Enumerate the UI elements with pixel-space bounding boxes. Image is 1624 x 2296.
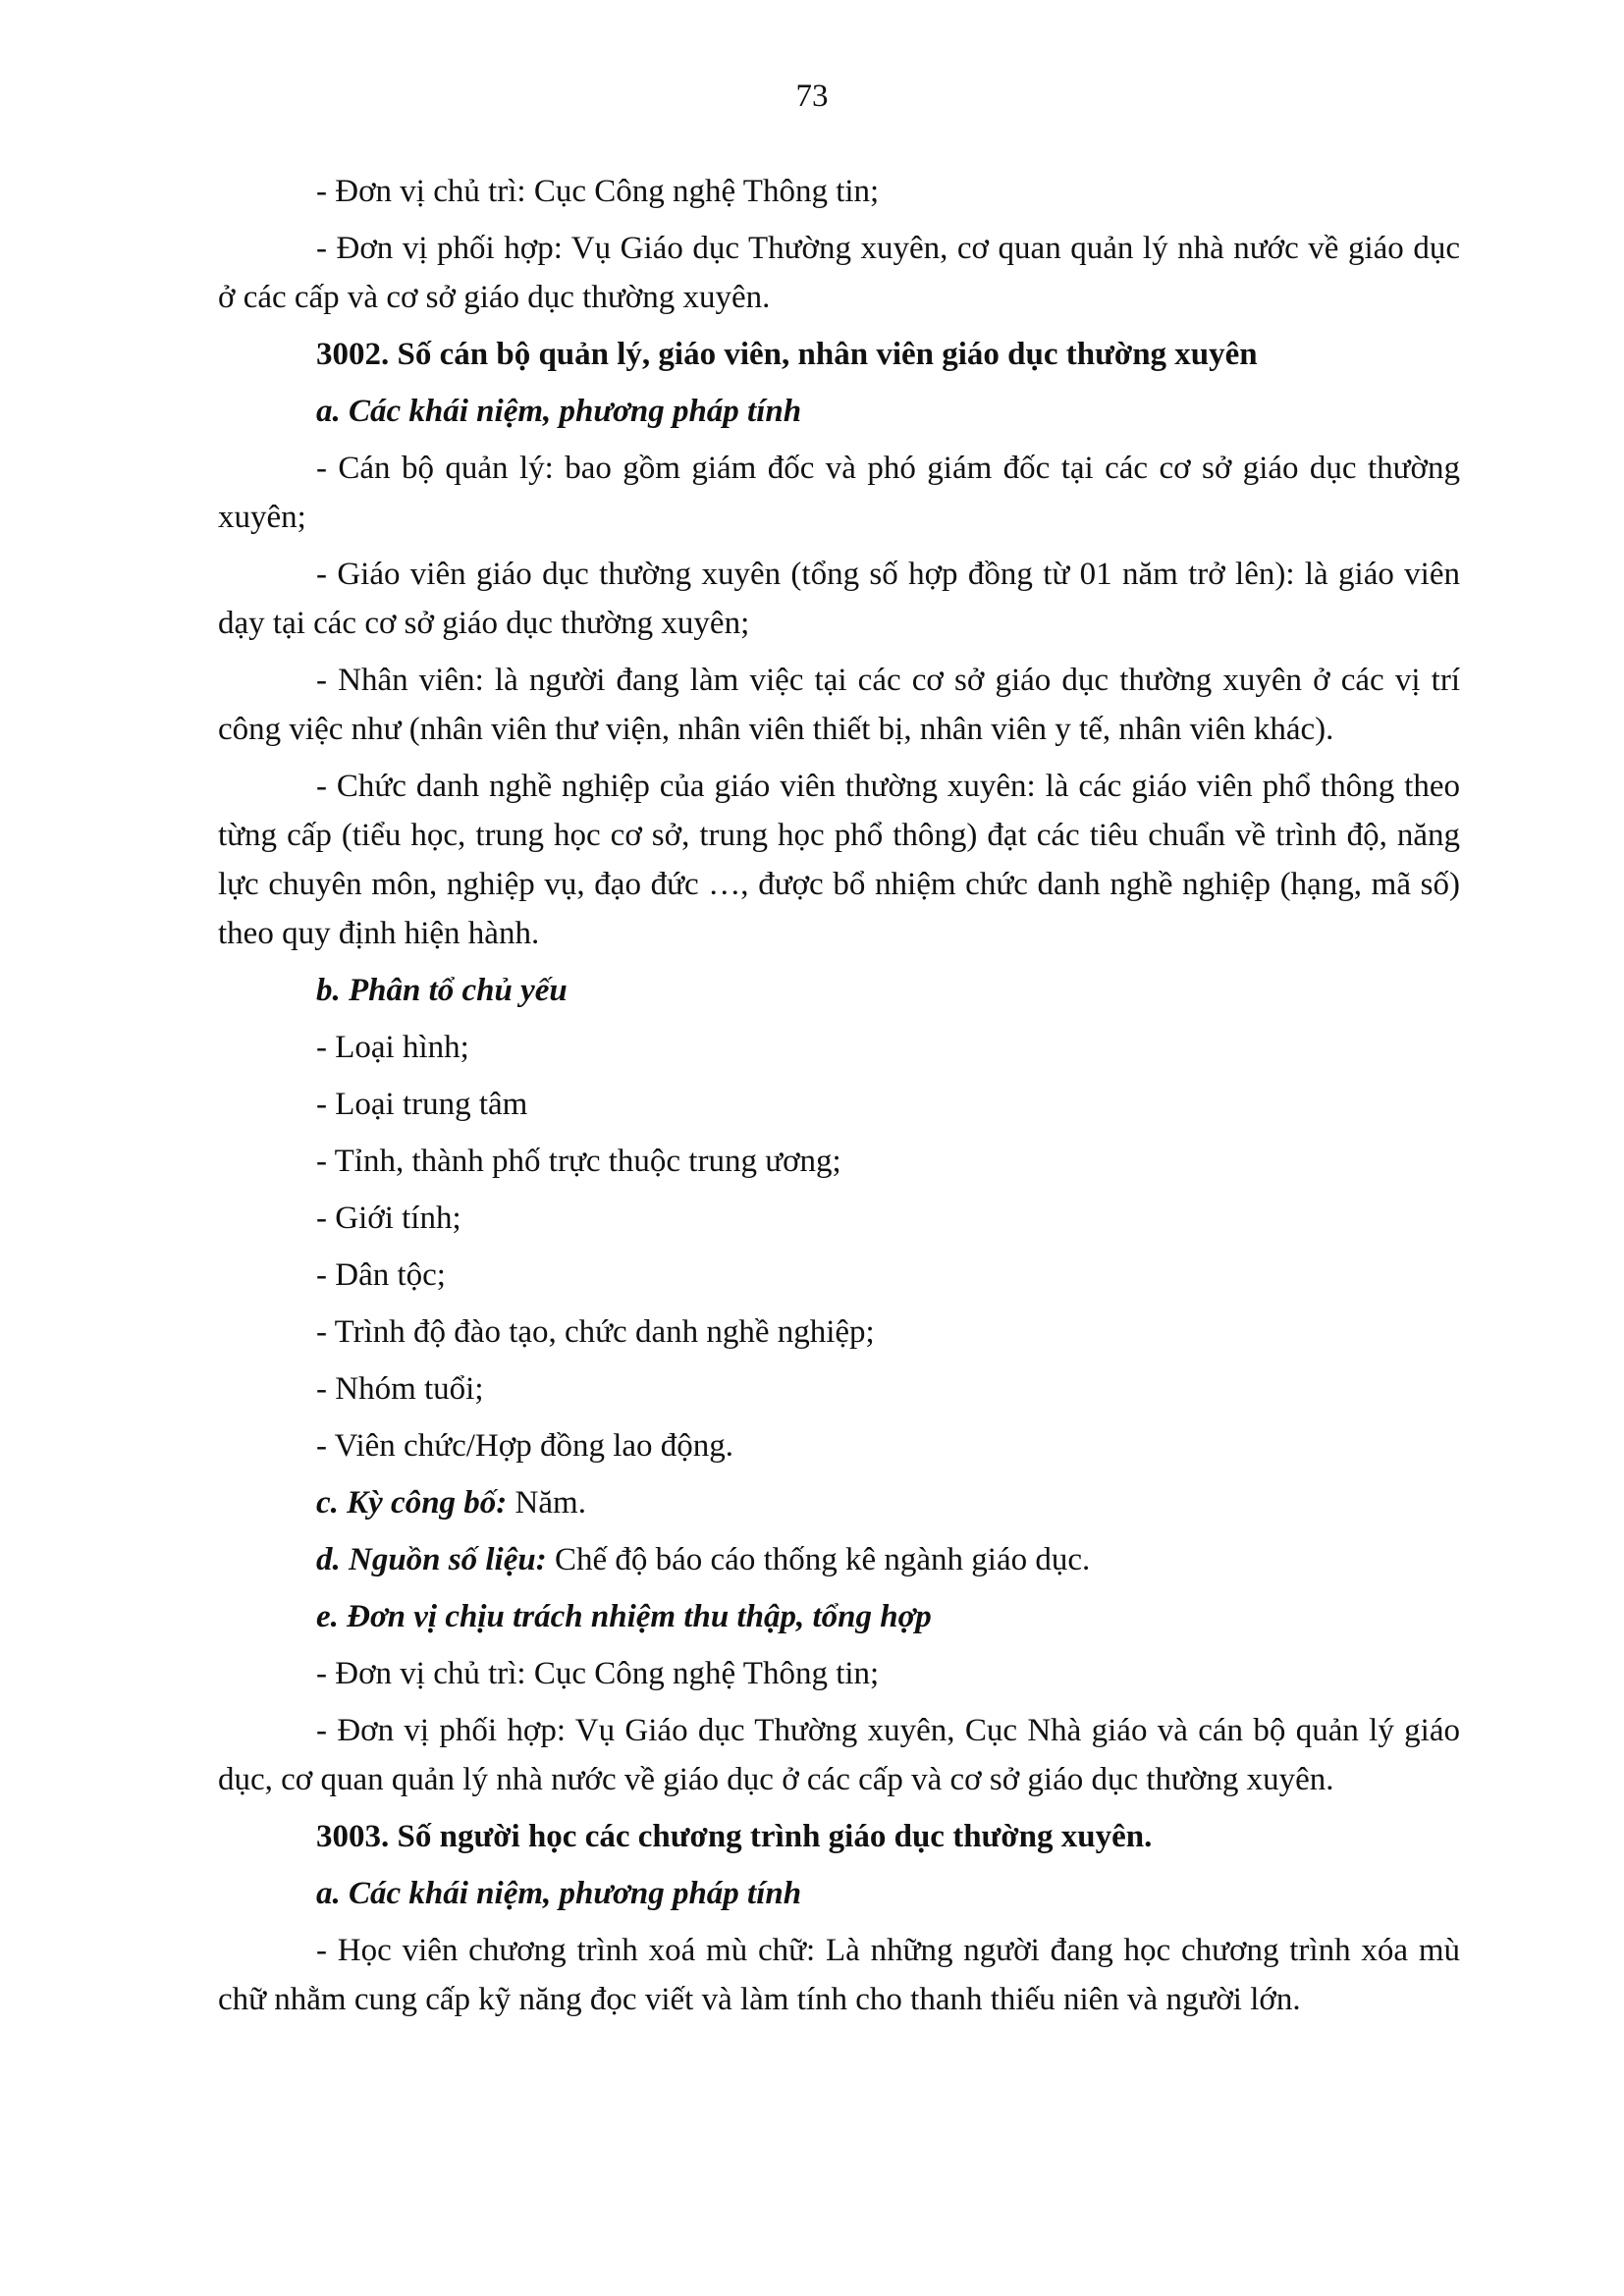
subsection-heading: e. Đơn vị chịu trách nhiệm thu thập, tổng hợp — [316, 1599, 932, 1634]
list-item: - Trình độ đào tạo, chức danh nghề nghiệp; — [316, 1314, 875, 1350]
release-period-value: Năm. — [507, 1485, 586, 1521]
list-item: - Nhóm tuổi; — [316, 1371, 484, 1407]
page-number: 73 — [795, 79, 829, 114]
paragraph: - Đơn vị chủ trì: Cục Công nghệ Thông tin; — [316, 174, 880, 209]
document-body — [218, 167, 1460, 2032]
data-source-value: Chế độ báo cáo thống kê ngành giáo dục. — [546, 1542, 1091, 1577]
subsection-heading: a. Các khái niệm, phương pháp tính — [316, 394, 802, 429]
paragraph: - Giáo viên giáo dục thường xuyên (tổng số hợp đồng từ 01 năm trở lên): là giáo viên dạy tại các cơ sở giáo dục thường xuyên; — [218, 557, 1460, 641]
release-period-label: c. Kỳ công bố: — [316, 1485, 508, 1521]
paragraph: - Đơn vị phối hợp: Vụ Giáo dục Thường xuyên, cơ quan quản lý nhà nước về giáo dục ở các cấp và cơ sở giáo dục thường xuyên. — [218, 231, 1460, 315]
data-source-label: d. Nguồn số liệu: — [316, 1542, 547, 1577]
section-heading: 3002. Số cán bộ quản lý, giáo viên, nhân viên giáo dục thường xuyên — [316, 337, 1258, 372]
release-period-line — [218, 1478, 1460, 1527]
list-item: - Loại hình; — [316, 1030, 469, 1065]
paragraph: - Nhân viên: là người đang làm việc tại các cơ sở giáo dục thường xuyên ở các vị trí công việc như (nhân viên thư viện, nhân viên thiết bị, nhân viên y tế, nhân viên khác). — [218, 663, 1460, 747]
list-item: - Dân tộc; — [316, 1257, 446, 1293]
paragraph: - Đơn vị phối hợp: Vụ Giáo dục Thường xuyên, Cục Nhà giáo và cán bộ quản lý giáo dục, cơ quan quản lý nhà nước về giáo dục ở các cấp và cơ sở giáo dục thường xuyên. — [218, 1713, 1460, 1797]
paragraph: - Học viên chương trình xoá mù chữ: Là những người đang học chương trình xóa mù chữ nhằm cung cấp kỹ năng đọc viết và làm tính cho thanh thiếu niên và người lớn. — [218, 1933, 1460, 2017]
list-item: - Giới tính; — [316, 1201, 461, 1236]
list-item: - Loại trung tâm — [316, 1087, 528, 1122]
paragraph: - Cán bộ quản lý: bao gồm giám đốc và phó giám đốc tại các cơ sở giáo dục thường xuyên; — [218, 451, 1460, 535]
data-source-line — [218, 1535, 1460, 1584]
paragraph: - Chức danh nghề nghiệp của giáo viên thường xuyên: là các giáo viên phổ thông theo từng cấp (tiểu học, trung học cơ sở, trung học phổ thông) đạt các tiêu chuẩn về trình độ, năng lực chuyên môn, nghiệp vụ, đạo đức …, được bổ nhiệm chức danh nghề nghiệp (hạng, mã số) theo quy định hiện hành. — [218, 769, 1460, 951]
list-item: - Tỉnh, thành phố trực thuộc trung ương; — [316, 1144, 841, 1179]
subsection-heading: a. Các khái niệm, phương pháp tính — [316, 1876, 802, 1911]
subsection-heading: b. Phân tổ chủ yếu — [316, 973, 568, 1008]
list-item: - Viên chức/Hợp đồng lao động. — [316, 1428, 734, 1464]
paragraph: - Đơn vị chủ trì: Cục Công nghệ Thông tin; — [316, 1656, 880, 1691]
section-heading: 3003. Số người học các chương trình giáo dục thường xuyên. — [316, 1819, 1153, 1854]
